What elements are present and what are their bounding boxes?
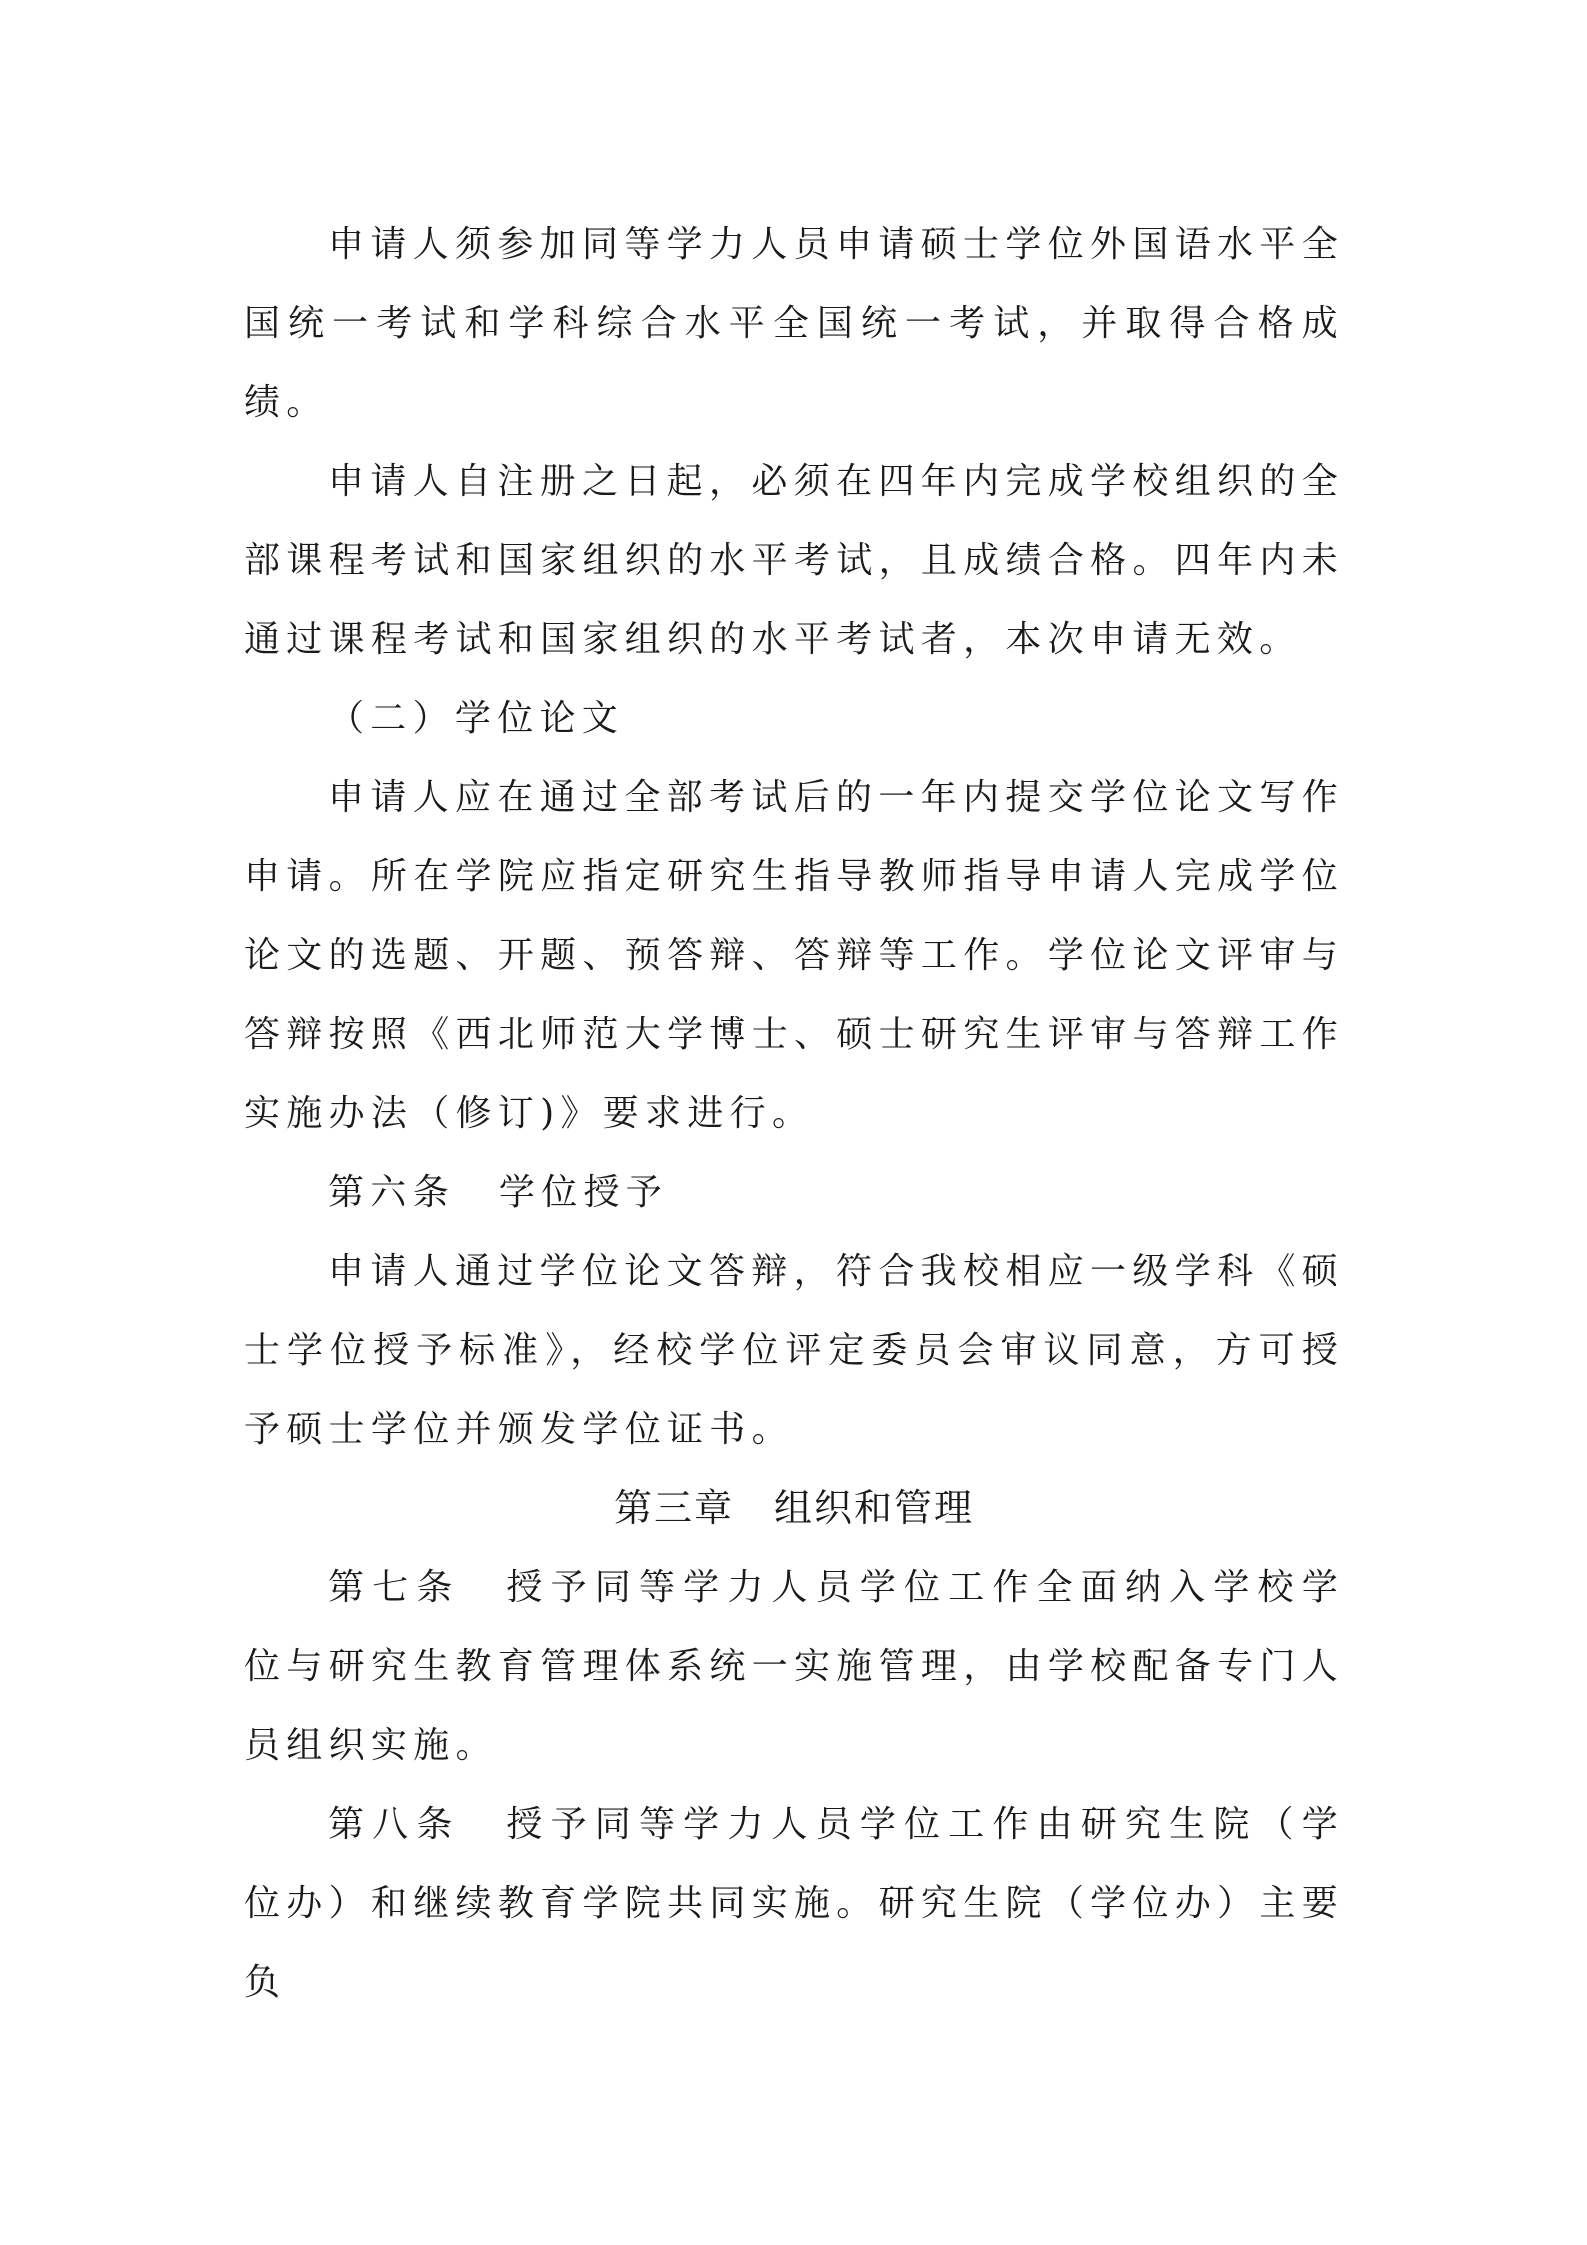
article-6-label: 第六条: [328, 1172, 455, 1213]
paragraph-thesis: 申请人应在通过全部考试后的一年内提交学位论文写作申请。所在学院应指定研究生指导教师指导申请人完成学位论文的选题、开题、预答辩、答辩等工作。学位论文评审与答辩按照《西北师范大学博士、硕士研究生评审与答辩工作实施办法（修订)》要求进行。: [244, 777, 1344, 1134]
article-6-title: 学位授予: [498, 1172, 669, 1213]
paragraph-degree-conferral: 申请人通过学位论文答辩，符合我校相应一级学科《硕士学位授予标准》，经校学位评定委员会审议同意，方可授予硕士学位并颁发学位证书。: [244, 1251, 1344, 1450]
article-8-body: 授予同等学力人员学位工作由研究生院（学位办）和继续教育学院共同实施。研究生院（学位办）主要负: [244, 1804, 1344, 2003]
article-6-heading: [244, 1153, 1344, 1232]
paragraph-exam-requirement: 申请人须参加同等学力人员申请硕士学位外国语水平全国统一考试和学科综合水平全国统一考试，并取得合格成绩。: [244, 224, 1344, 423]
article-7-body: 授予同等学力人员学位工作全面纳入学校学位与研究生教育管理体系统一实施管理，由学校配备专门人员组织实施。: [244, 1567, 1344, 1766]
chapter-3-heading: [244, 1469, 1344, 1548]
article-7-label: 第七条: [328, 1567, 461, 1608]
section-heading-thesis: （二）学位论文: [328, 698, 625, 739]
article-8: [244, 1785, 1344, 2022]
article-8-label: 第八条: [328, 1804, 461, 1845]
document-body: [244, 205, 1344, 2022]
chapter-3-label: 第三章: [613, 1486, 734, 1530]
chapter-3-title: 组织和管理: [774, 1486, 975, 1530]
article-7: [244, 1548, 1344, 1785]
paragraph-four-year-limit: 申请人自注册之日起，必须在四年内完成学校组织的全部课程考试和国家组织的水平考试，且成绩合格。四年内未通过课程考试和国家组织的水平考试者，本次申请无效。: [244, 461, 1344, 660]
